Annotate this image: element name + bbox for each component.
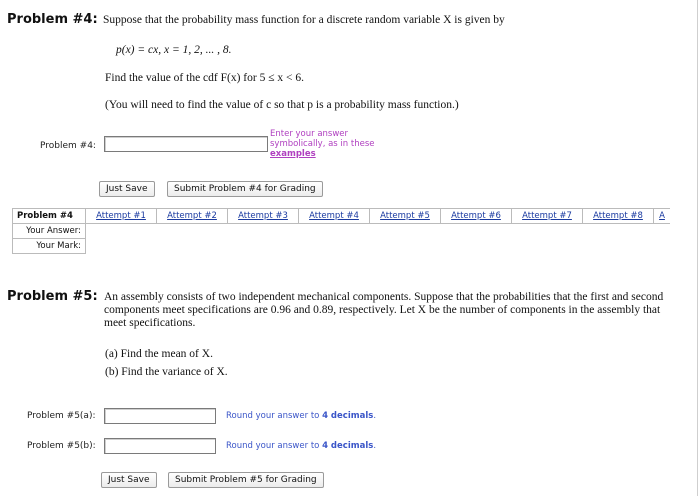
right-edge-divider [697, 0, 698, 496]
your-mark-label: Your Mark: [13, 239, 86, 254]
attempt-8-link[interactable]: Attempt #8 [583, 209, 654, 224]
attempts-corner: Problem #4 [13, 209, 86, 224]
attempt-1-link[interactable]: Attempt #1 [86, 209, 157, 224]
hint-line-2: symbolically, as in these [270, 139, 375, 149]
problem-4-answer-input[interactable] [104, 136, 268, 152]
problem-4-question: Find the value of the cdf F(x) for 5 ≤ x < 6. [105, 72, 304, 84]
your-mark-row [13, 239, 671, 254]
problem-5a-round-note: Round your answer to 4 decimals. [226, 411, 377, 421]
problem-5-part-b: (b) Find the variance of X. [105, 366, 228, 378]
problem-5-part-a: (a) Find the mean of X. [105, 348, 213, 360]
problem-5a-label: Problem #5(a): [27, 411, 96, 421]
attempt-6-link[interactable]: Attempt #6 [441, 209, 512, 224]
problem-4-intro: Suppose that the probability mass function for a discrete random variable X is given by [103, 14, 505, 26]
problem-5a-answer-input[interactable] [104, 408, 216, 424]
attempt-5-link[interactable]: Attempt #5 [370, 209, 441, 224]
attempts-header-row [13, 209, 671, 224]
problem-5b-label: Problem #5(b): [27, 441, 96, 451]
problem-4-submit-button[interactable]: Submit Problem #4 for Grading [167, 181, 323, 197]
your-answer-label: Your Answer: [13, 224, 86, 239]
attempts-table [12, 208, 670, 254]
problem-5b-answer-input[interactable] [104, 438, 216, 454]
problem-4-note: (You will need to find the value of c so that p is a probability mass function.) [105, 99, 459, 111]
problem-5-just-save-button[interactable]: Just Save [101, 472, 157, 488]
attempt-more-link[interactable]: A [654, 209, 671, 224]
hint-line-1: Enter your answer [270, 129, 349, 139]
attempt-7-link[interactable]: Attempt #7 [512, 209, 583, 224]
attempt-2-link[interactable]: Attempt #2 [157, 209, 228, 224]
examples-link[interactable]: examples [270, 149, 316, 159]
attempt-4-link[interactable]: Attempt #4 [299, 209, 370, 224]
problem-4-title: Problem #4: [7, 12, 98, 27]
problem-5-text: An assembly consists of two independent mechanical components. Suppose that the probabilities that the first and second components meet specifications are 0.96 and 0.89, respectively. Let X be the number of components in the assembly that meet specifications. [104, 291, 664, 329]
problem-5b-round-note: Round your answer to 4 decimals. [226, 441, 377, 451]
problem-5-submit-button[interactable]: Submit Problem #5 for Grading [168, 472, 324, 488]
problem-4-hint [270, 129, 375, 159]
problem-4-formula: p(x) = cx, x = 1, 2, ... , 8. [116, 44, 232, 56]
problem-4-just-save-button[interactable]: Just Save [99, 181, 155, 197]
problem-5-title: Problem #5: [7, 289, 98, 304]
your-answer-row [13, 224, 671, 239]
problem-4-answer-label: Problem #4: [40, 141, 96, 151]
attempt-3-link[interactable]: Attempt #3 [228, 209, 299, 224]
